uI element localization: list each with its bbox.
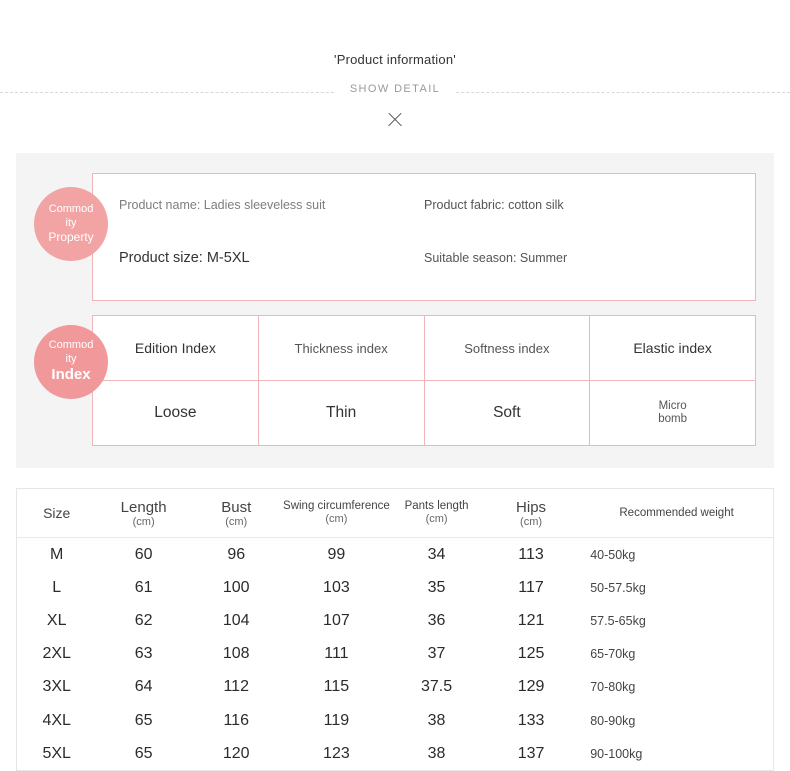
cell-weight: 40-50kg (590, 547, 636, 562)
cell-length: 65 (134, 744, 153, 762)
cell-weight: 70-80kg (590, 680, 636, 695)
col-header-hips-label: Hips (516, 498, 547, 516)
index-header-softness: Softness index (424, 316, 590, 381)
cell-bust: 104 (222, 611, 250, 629)
cell-swing: 111 (324, 645, 349, 663)
property-badge-line2: ity (65, 216, 77, 229)
cell-hips: 113 (518, 545, 544, 563)
cell-pants: 37 (427, 645, 446, 663)
cell-length: 65 (134, 711, 153, 729)
col-header-bust-label: Bust (221, 498, 252, 516)
product-name: Product name: Ladies sleeveless suit (119, 198, 326, 212)
index-header-thickness: Thickness index (258, 316, 424, 381)
col-header-swing-unit: (cm) (325, 513, 348, 526)
cell-bust: 108 (222, 645, 250, 663)
table-row (17, 671, 773, 704)
cell-weight: 80-90kg (590, 713, 636, 728)
cell-bust: 100 (222, 578, 250, 596)
index-header-row (93, 316, 756, 381)
index-value-thickness: Thin (258, 381, 424, 446)
cell-swing: 115 (323, 678, 350, 696)
col-header-bust (191, 489, 282, 538)
table-row (17, 737, 773, 770)
col-header-pants (391, 489, 482, 538)
table-row (17, 638, 773, 671)
cell-length: 61 (134, 578, 153, 596)
show-detail-label: SHOW DETAIL (336, 83, 454, 95)
product-fabric: Product fabric: cotton silk (424, 198, 564, 212)
page-title: 'Product information' (334, 52, 456, 67)
cell-pants: 38 (427, 711, 446, 729)
col-header-pants-unit: (cm) (425, 513, 448, 526)
cell-swing: 123 (323, 744, 350, 762)
index-badge-line2: ity (65, 352, 77, 365)
col-header-length (96, 489, 191, 538)
cell-swing: 99 (327, 545, 346, 563)
cell-weight: 90-100kg (590, 746, 643, 761)
table-row (17, 604, 773, 637)
cell-hips: 133 (517, 711, 545, 729)
cell-length: 60 (134, 545, 153, 563)
cell-size: 2XL (42, 645, 71, 663)
index-badge-line1: Commod (48, 338, 94, 351)
cell-size: 4XL (42, 711, 71, 729)
cell-size: 5XL (42, 744, 71, 762)
cell-size: M (50, 545, 64, 563)
index-header-edition: Edition Index (93, 316, 259, 381)
product-property-box (92, 173, 756, 301)
product-detail-panel (16, 153, 774, 468)
cell-bust: 120 (222, 744, 250, 762)
cell-weight: 57.5-65kg (590, 613, 646, 628)
commodity-index-table (92, 315, 756, 446)
commodity-index-badge (34, 325, 108, 399)
index-value-row (93, 381, 756, 446)
product-size: Product size: M-5XL (119, 250, 250, 266)
index-value-elastic-line1: Micro (658, 399, 687, 412)
cell-hips: 125 (517, 645, 545, 663)
show-detail-divider (0, 83, 790, 103)
cell-weight: 50-57.5kg (590, 580, 646, 595)
close-icon[interactable] (384, 109, 406, 131)
cell-size: XL (46, 611, 67, 629)
property-row-2 (119, 250, 729, 266)
col-header-swing-label: Swing circumference (283, 499, 390, 512)
cell-length: 63 (134, 645, 153, 663)
cell-pants: 35 (427, 578, 446, 596)
suitable-season: Suitable season: Summer (424, 251, 568, 265)
cell-hips: 129 (517, 678, 545, 696)
cell-weight: 65-70kg (590, 647, 636, 662)
cell-bust: 96 (227, 545, 246, 563)
col-header-size-label: Size (43, 505, 71, 521)
table-row (17, 571, 773, 604)
commodity-property-badge (34, 187, 108, 261)
cell-pants: 34 (427, 545, 446, 563)
col-header-bust-unit: (cm) (225, 515, 248, 528)
cell-hips: 117 (518, 578, 544, 596)
col-header-length-unit: (cm) (132, 515, 155, 528)
col-header-hips (482, 489, 580, 538)
index-value-softness: Soft (424, 381, 590, 446)
col-header-pants-label: Pants length (404, 499, 469, 512)
cell-pants: 37.5 (420, 678, 453, 696)
col-header-size (17, 489, 96, 538)
property-row-1 (119, 198, 729, 212)
cell-pants: 38 (427, 744, 446, 762)
table-row (17, 538, 773, 572)
property-badge-line1: Commod (48, 202, 94, 215)
col-header-hips-unit: (cm) (520, 515, 543, 528)
cell-hips: 137 (517, 744, 545, 762)
cell-length: 64 (134, 678, 153, 696)
table-row (17, 704, 773, 737)
index-value-elastic-line2: bomb (658, 413, 688, 425)
cell-hips: 121 (517, 611, 545, 629)
size-table-body (17, 538, 773, 771)
cell-length: 62 (134, 611, 153, 629)
cell-bust: 112 (223, 678, 249, 696)
property-badge-line3: Property (48, 230, 94, 245)
cell-pants: 36 (427, 611, 446, 629)
index-value-edition: Loose (93, 381, 259, 446)
index-badge-line3: Index (51, 366, 91, 384)
cell-bust: 116 (223, 711, 249, 729)
size-table (17, 489, 773, 770)
cell-swing: 119 (323, 711, 350, 729)
index-value-elastic (590, 381, 756, 446)
cell-size: 3XL (42, 678, 71, 696)
col-header-weight-label: Recommended weight (619, 507, 734, 519)
col-header-length-label: Length (120, 498, 167, 516)
col-header-weight (580, 489, 773, 538)
cell-swing: 107 (323, 611, 350, 629)
size-table-header-row (17, 489, 773, 538)
index-header-elastic: Elastic index (590, 316, 756, 381)
cell-swing: 103 (323, 578, 350, 596)
size-chart (16, 488, 774, 771)
col-header-swing (282, 489, 392, 538)
cell-size: L (52, 578, 62, 596)
